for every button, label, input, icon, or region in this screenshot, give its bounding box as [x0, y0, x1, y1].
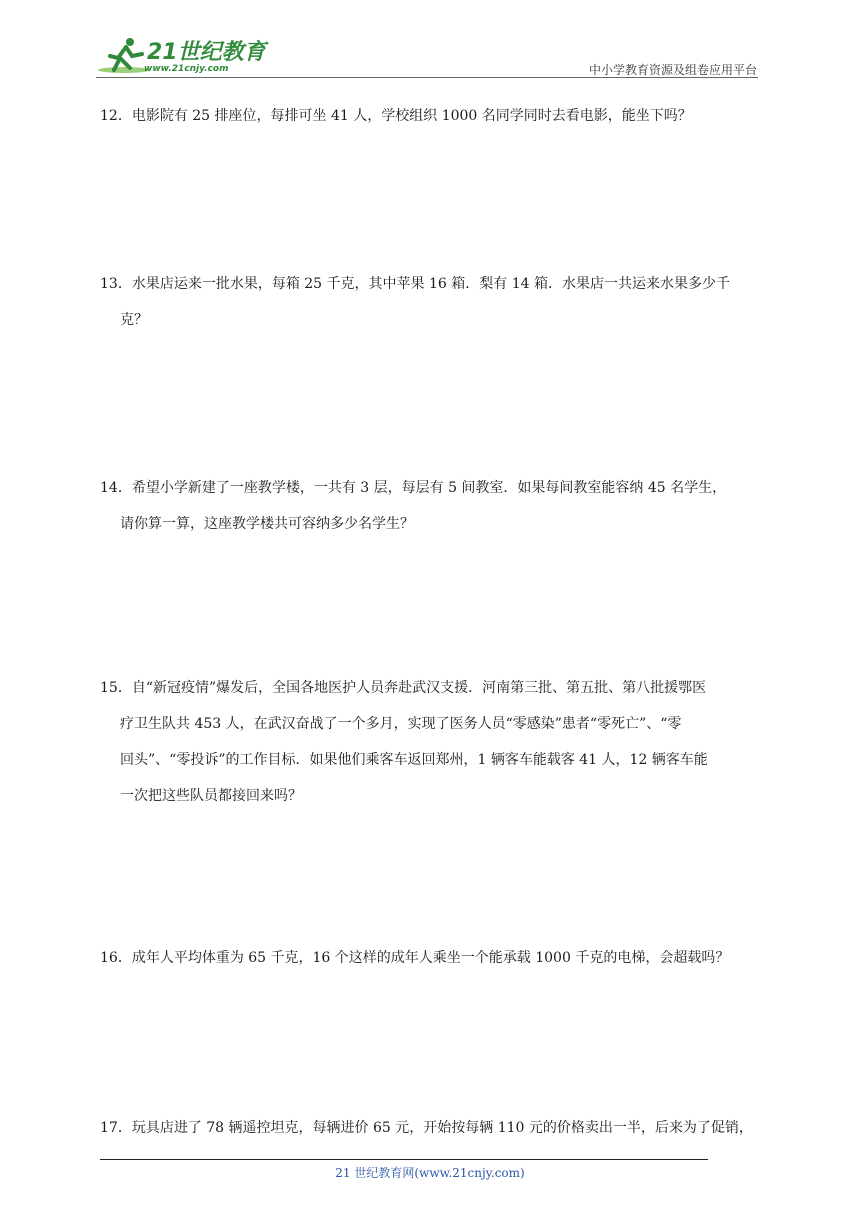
question-15	[100, 670, 765, 814]
question-line: 17．玩具店进了 78 辆遥控坦克，每辆进价 65 元，开始按每辆 110 元的价格卖出一半，后来为了促销，	[100, 1120, 753, 1136]
question-line: 12．电影院有 25 排座位，每排可坐 41 人，学校组织 1000 名同学同时去看电影，能坐下吗？	[100, 108, 692, 124]
question-line: 13．水果店运来一批水果，每箱 25 千克，其中苹果 16 箱．梨有 14 箱．水果店一共运来水果多少千	[100, 276, 730, 292]
question-line: 14．希望小学新建了一座教学楼，一共有 3 层，每层有 5 间教室．如果每间教室能容纳 45 名学生，	[100, 480, 727, 496]
question-line: 回头”、“零投诉”的工作目标．如果他们乘客车返回郑州，1 辆客车能载客 41 人，12 辆客车能	[120, 752, 708, 768]
footer-text: 21 世纪教育网(www.21cnjy.com)	[335, 1166, 525, 1180]
logo-text: 21世纪教育	[147, 40, 266, 65]
question-13	[100, 266, 765, 338]
footer-divider	[100, 1159, 708, 1160]
question-14	[100, 470, 765, 542]
logo-url: www.21cnjy.com	[144, 64, 229, 74]
question-line: 一次把这些队员都接回来吗？	[120, 788, 302, 804]
platform-title: 中小学教育资源及组卷应用平台	[588, 63, 757, 77]
question-line: 疗卫生队共 453 人，在武汉奋战了一个多月，实现了医务人员“零感染”患者“零死亡”、“零	[120, 716, 682, 732]
question-line: 克？	[120, 312, 148, 328]
page-header	[0, 0, 860, 82]
question-line: 15．自“新冠疫情”爆发后，全国各地医护人员奔赴武汉支援．河南第三批、第五批、第八批援鄂医	[100, 680, 707, 696]
question-line: 请你算一算，这座教学楼共可容纳多少名学生？	[120, 516, 414, 532]
header-divider	[96, 77, 758, 78]
question-17	[100, 1110, 765, 1146]
question-16	[100, 940, 765, 976]
question-12	[100, 98, 765, 134]
question-line: 16．成年人平均体重为 65 千克，16 个这样的成年人乘坐一个能承载 1000 千克的电梯，会超载吗？	[100, 950, 730, 966]
